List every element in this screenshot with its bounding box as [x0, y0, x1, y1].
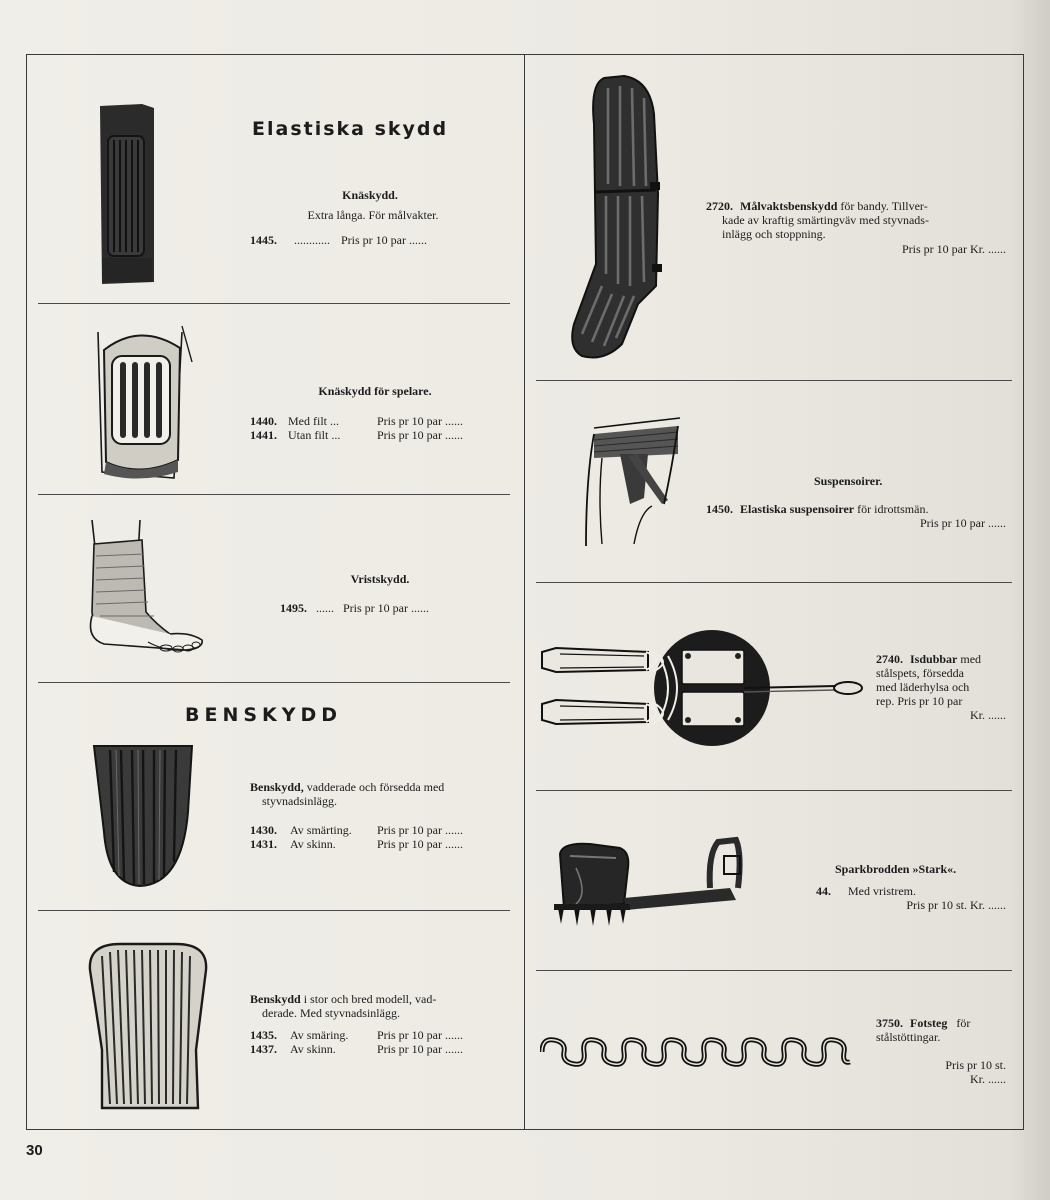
heading-elastic-protection: Elastiska skydd	[252, 118, 449, 140]
item-price: Pris pr 10 par ......	[343, 601, 429, 615]
ice-spikes-illustration	[536, 630, 866, 750]
item-code: 1431.	[250, 837, 277, 851]
ankle-title: Vristskydd.	[350, 572, 410, 586]
item-desc: Med vristrem.	[848, 884, 916, 898]
page-number: 30	[26, 1142, 43, 1159]
section-divider	[536, 380, 1012, 381]
section-divider	[536, 790, 1012, 791]
suspensory-line-1	[706, 502, 928, 516]
item-title: Benskydd	[250, 992, 301, 1006]
knee-long-title: Knäskydd.	[342, 188, 398, 202]
kick-spike-title: Sparkbrodden »Stark«.	[835, 862, 957, 876]
knee-pad-long-illustration	[96, 104, 158, 286]
goalie-line-2: kade av kraftig smärtingväv med styvnads-	[722, 213, 929, 227]
footstep-line-2: stålstöttingar.	[876, 1030, 941, 1044]
item-code: 1495.	[280, 601, 307, 615]
item-code: 1445.	[250, 233, 277, 247]
item-desc: Av smäring.	[290, 1028, 349, 1042]
footstep-price-1: Pris pr 10 st.	[945, 1058, 1006, 1072]
section-divider	[38, 494, 510, 495]
ice-spikes-line-2: stålspets, försedda	[876, 666, 964, 680]
dot-leader: ............	[294, 233, 330, 247]
item-desc: för idrottsmän.	[857, 502, 929, 516]
item-title: Elastiska suspensoirer	[740, 502, 855, 516]
item-title: Isdubbar	[910, 652, 958, 666]
item-desc: vadderade och försedda med	[306, 780, 445, 794]
ankle-guard-illustration	[86, 516, 208, 666]
shin-large-row-1	[250, 1028, 463, 1042]
knee-long-row	[250, 233, 427, 247]
footstep-price-2: Kr. ......	[970, 1072, 1006, 1086]
item-price: Pris pr 10 par ......	[377, 414, 463, 428]
item-desc: med	[960, 652, 982, 666]
goalie-leg-guard-illustration	[564, 74, 668, 364]
shin-large-line-2: derade. Med styvnadsinlägg.	[262, 1006, 400, 1020]
item-code: 1450.	[706, 502, 733, 516]
section-divider	[536, 582, 1012, 583]
kick-spike-illustration	[540, 834, 760, 934]
item-code: 2720.	[706, 199, 733, 213]
knee-long-subtitle: Extra långa. För målvakter.	[307, 208, 439, 222]
section-divider	[38, 910, 510, 911]
item-desc: Utan filt ...	[288, 428, 341, 442]
item-title: Målvaktsbenskydd	[740, 199, 838, 213]
item-price: Pris pr 10 par ......	[377, 428, 463, 442]
item-price: Pris pr 10 par ......	[377, 1028, 463, 1042]
item-title: Benskydd,	[250, 780, 304, 794]
column-divider	[524, 54, 525, 1130]
shin-large-line-1	[250, 992, 436, 1006]
shin-padded-row-2	[250, 837, 463, 851]
footstep-line-1	[876, 1016, 970, 1030]
item-desc: Av skinn.	[290, 837, 336, 851]
section-divider	[38, 303, 510, 304]
ice-spikes-price: Kr. ......	[970, 708, 1006, 722]
knee-pad-player-illustration	[92, 322, 196, 482]
item-code: 2740.	[876, 652, 903, 666]
shin-padded-line-1	[250, 780, 444, 794]
goalie-line-1	[706, 199, 928, 213]
item-desc: Med filt ...	[288, 414, 339, 428]
item-price: Pris pr 10 par ......	[377, 823, 463, 837]
item-code: 3750.	[876, 1016, 903, 1030]
item-code: 1441.	[250, 428, 277, 442]
item-code: 1440.	[250, 414, 277, 428]
knee-players-row-2	[250, 428, 463, 442]
shin-large-row-2	[250, 1042, 463, 1056]
goalie-line-3: inlägg och stoppning.	[722, 227, 826, 241]
ice-spikes-line-1	[876, 652, 981, 666]
item-desc: för	[956, 1016, 971, 1030]
knee-players-title: Knäskydd för spelare.	[318, 384, 432, 398]
footstep-spring-illustration	[540, 1028, 852, 1076]
item-desc: Av skinn.	[290, 1042, 336, 1056]
shin-padded-line-2: styvnadsinlägg.	[262, 794, 337, 808]
suspensory-illustration	[580, 408, 692, 550]
kick-spike-line-1	[816, 884, 916, 898]
heading-shin-guards: BENSKYDD	[185, 704, 343, 726]
item-title: Fotsteg	[910, 1016, 948, 1030]
item-desc: för bandy. Tillver-	[840, 199, 928, 213]
suspensory-title: Suspensoirer.	[814, 474, 883, 488]
shin-padded-row-1	[250, 823, 463, 837]
item-price: Pris pr 10 par ......	[377, 1042, 463, 1056]
ice-spikes-line-3: med läderhylsa och	[876, 680, 970, 694]
section-divider	[38, 682, 510, 683]
item-desc: i stor och bred modell, vad-	[303, 992, 437, 1006]
item-price: Pris pr 10 par ......	[377, 837, 463, 851]
ankle-row	[280, 601, 429, 615]
shin-guard-padded-illustration	[90, 742, 196, 890]
dot-leader: ......	[316, 601, 334, 615]
item-desc: Av smärting.	[290, 823, 352, 837]
ice-spikes-line-4: rep. Pris pr 10 par	[876, 694, 963, 708]
kick-spike-price: Pris pr 10 st. Kr. ......	[906, 898, 1006, 912]
shin-guard-large-illustration	[80, 940, 216, 1112]
item-code: 1437.	[250, 1042, 277, 1056]
goalie-price: Pris pr 10 par Kr. ......	[902, 242, 1006, 256]
section-divider	[536, 970, 1012, 971]
suspensory-price: Pris pr 10 par ......	[920, 516, 1006, 530]
item-code: 1430.	[250, 823, 277, 837]
item-code: 1435.	[250, 1028, 277, 1042]
item-price: Pris pr 10 par ......	[341, 233, 427, 247]
knee-players-row-1	[250, 414, 463, 428]
item-code: 44.	[816, 884, 831, 898]
